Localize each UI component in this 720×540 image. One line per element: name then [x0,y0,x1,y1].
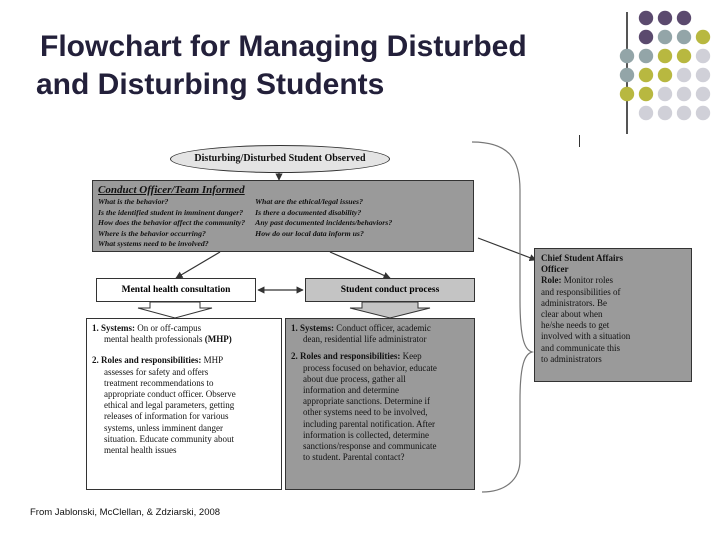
mh-roles-line: appropriate conduct officer. Observe [104,389,236,400]
title-line-2: and Disturbing Students [36,68,385,101]
question-item: Is there a documented disability? [255,207,362,217]
student-conduct-details [285,318,475,490]
right-brace [472,142,532,492]
chief-role-text: Monitor roles [563,275,613,286]
question-item: Where is the behavior occurring? [98,228,206,238]
mh-systems-label: 1. Systems: [92,323,135,333]
officer-questions-right [255,197,392,250]
sc-roles-line: other systems need to be involved, [303,407,428,418]
student-conduct-label-box: Student conduct process [305,278,475,302]
mh-roles-label: 2. Roles and responsibilities: [92,355,202,366]
conduct-officer-box [92,180,474,252]
officer-questions-left [98,197,245,250]
chief-role-line: and responsibilities of [541,286,621,297]
question-item: How do our local data inform us? [255,228,364,238]
block-arrow-mental-health [138,302,212,318]
mh-roles-text: MHP [203,355,224,366]
mh-roles-line: mental health issues [104,445,177,456]
question-item: What are the ethical/legal issues? [255,197,363,206]
sc-roles-line: information is collected, determine [303,429,429,440]
mh-roles-line: releases of information for various [104,411,229,422]
sc-roles-text: Keep [402,351,422,362]
mh-abbr: (MHP) [204,334,232,345]
conduct-officer-heading: Conduct Officer/Team Informed [98,184,245,196]
block-arrow-conduct [350,302,430,318]
chief-role-line: he/she needs to get [541,320,610,331]
chief-role-line: to administrators [541,353,602,364]
mh-roles-line: systems, unless imminent danger [104,422,223,433]
mh-systems-text-2: mental health professionals [104,334,203,345]
sc-roles-line: including parental notification. After [303,418,435,429]
mh-roles-lines [92,367,276,457]
title-line-1: Flowchart for Managing Disturbed [40,30,527,63]
sc-systems-line: Conduct officer, academic [336,323,431,333]
sc-systems-label: 1. Systems: [291,323,334,333]
mh-roles-line: situation. Educate community about [104,433,234,444]
chief-role-line: and communicate this [541,342,620,353]
mh-roles-line: assesses for safety and offers [104,366,209,377]
mental-health-label-box: Mental health consultation [96,278,256,302]
mh-systems-text: On or off-campus [137,323,202,333]
sc-roles-line: information and determine [303,385,399,396]
question-item: How does the behavior affect the community? [98,218,246,227]
arrow-officer-to-chief [478,238,536,260]
arrow-officer-to-mental-health [176,252,220,278]
source-citation: From Jablonski, McClellan, & Zdziarski, 2008 [30,507,221,518]
sc-roles-label: 2. Roles and responsibilities: [291,351,401,362]
chief-role-line: clear about when [541,309,603,320]
student-observed-node: Disturbing/Disturbed Student Observed [170,145,390,173]
chief-title-line: Officer [541,264,569,275]
sc-roles-lines [291,363,469,464]
sc-roles-line: to student. Parental contact? [303,452,405,463]
sc-roles-line: sanctions/response and communicate [303,441,437,452]
mental-health-details [86,318,282,490]
sc-roles-line: appropriate sanctions. Determine if [303,396,430,407]
chief-title-line: Chief Student Affairs [541,253,624,263]
arrow-officer-to-conduct [330,252,390,278]
mh-roles-line: ethical and legal parameters, getting [104,400,235,411]
question-item: What is the behavior? [98,197,169,206]
question-item: Is the identified student in imminent danger? [98,207,244,217]
sc-systems-line: dean, residential life administrator [303,334,427,345]
question-item: What systems need to be involved? [98,239,209,248]
sc-roles-line: about due process, gather all [303,373,406,384]
chief-role-label: Role: [541,275,562,286]
chief-role-line: involved with a situation [541,331,631,342]
sc-roles-line: process focused on behavior, educate [303,362,437,373]
chief-student-affairs-box [534,248,692,382]
chief-role-line: administrators. Be [541,297,607,308]
question-item: Any past documented incidents/behaviors? [255,218,393,227]
mh-roles-line: treatment recommendations to [104,377,214,388]
